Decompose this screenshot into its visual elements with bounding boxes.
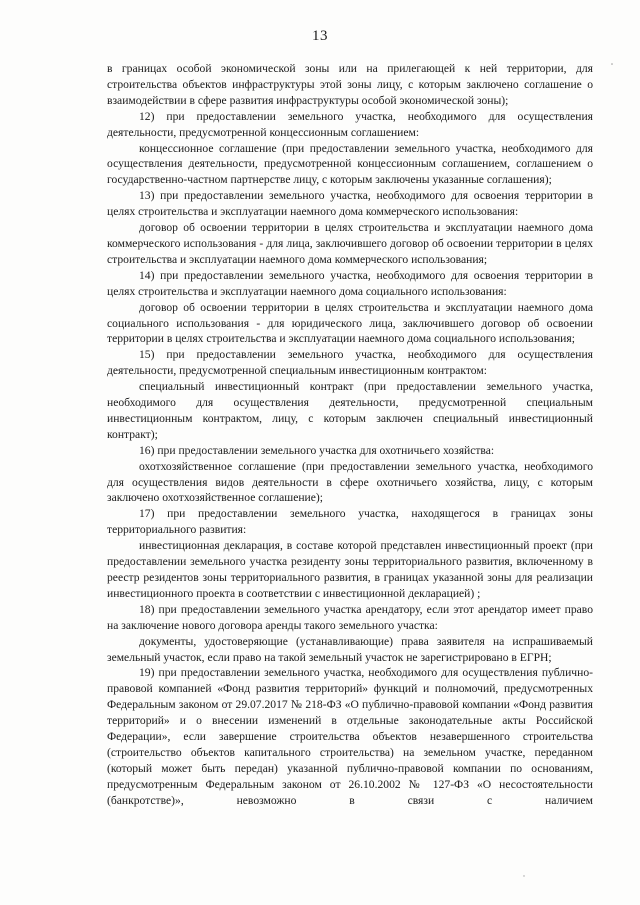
paragraph: инвестиционная декларация, в составе которой представлен инвестиционный проект (при предоставлении земельного участка резиденту зоны территориального развития, включенному в реестр резидентов зоны территориального развития, в границах указанной зоны для реализации инвестиционного проекта в соответствии с инвестиционной декларацией) ; (107, 539, 593, 600)
paragraph: охотхозяйственное соглашение (при предоставлении земельного участка, необходимого для осуществления видов деятельности в сфере охотничьего хозяйства, лицу, с которым заключено охотхозяйственное соглашение); (107, 459, 593, 505)
paragraph: 19) при предоставлении земельного участка, необходимого для осуществления публично-правовой компанией «Фонд развития территорий» функций и полномочий, предусмотренных Федеральным законом от 29.07.2017 № 218-ФЗ «О публично-правовой компании «Фонд развития территорий» и о внесении изменений в отдельные законодательные акты Российской Федерации», если завершение строительства объектов незавершенного строительства (строительство объектов капитального строительства) на земельном участке, переданном (который может быть передан) указанной публично-правовой компании по основаниям, предусмотренным Федеральным законом от 26.10.2002 № 127-ФЗ «О несостоятельности (банкротстве)», невозможно в связи с наличием (107, 666, 593, 807)
paragraph: 14) при предоставлении земельного участка, необходимого для освоения территории в целях строительства и эксплуатации наемного дома социального использования: (107, 268, 593, 298)
paragraph: 13) при предоставлении земельного участка, необходимого для освоения территории в целях строительства и эксплуатации наемного дома коммерческого использования: (107, 189, 593, 219)
paragraph: 16) при предоставлении земельного участка для охотничьего хозяйства: (139, 443, 495, 457)
paragraph: 15) при предоставлении земельного участка, необходимого для осуществления деятельности, предусмотренной специальным инвестиционным контрактом: (107, 348, 593, 378)
paragraph: 18) при предоставлении земельного участка арендатору, если этот арендатор имеет право на заключение нового договора аренды такого земельного участка: (107, 602, 593, 632)
paragraph: 12) при предоставлении земельного участка, необходимого для осуществления деятельности, предусмотренной концессионным соглашением: (107, 109, 593, 139)
paragraph: в границах особой экономической зоны или на прилегающей к ней территории, для строительства объектов инфраструктуры этой зоны лицу, с которым заключено соглашение о взаимодействии в сфере развития инфраструктуры особой экономической зоны); (107, 62, 593, 107)
paragraph: концессионное соглашение (при предоставлении земельного участка, необходимого для осуществления деятельности, предусмотренной концессионным соглашением, соглашением о государственно-частном партнерстве лицу, с которым заключены указанные соглашения); (107, 141, 593, 187)
page-number: 13 (312, 28, 328, 44)
scan-speck (611, 63, 613, 65)
document-body (107, 61, 593, 809)
scan-speck (523, 875, 524, 876)
paragraph: договор об освоении территории в целях строительства и эксплуатации наемного дома социального использования - для юридического лица, заключившего договор об освоении территории в целях строительства и эксплуатации наемного дома социального использования; (107, 300, 593, 346)
paragraph: договор об освоении территории в целях строительства и эксплуатации наемного дома коммерческого использования - для лица, заключившего договор об освоении территории в целях строительства и эксплуатации наемного дома коммерческого использования; (107, 221, 593, 266)
paragraph: специальный инвестиционный контракт (при предоставлении земельного участка, необходимого для осуществления деятельности, предусмотренной специальным инвестиционным контрактом, лицу, с которым заключен специальный инвестиционный контракт); (107, 380, 593, 441)
paragraph: документы, удостоверяющие (устанавливающие) права заявителя на испрашиваемый земельный участок, если право на такой земельный участок не зарегистрировано в ЕГРН; (107, 634, 593, 664)
paragraph: 17) при предоставлении земельного участка, находящегося в границах зоны территориального развития: (107, 507, 593, 537)
